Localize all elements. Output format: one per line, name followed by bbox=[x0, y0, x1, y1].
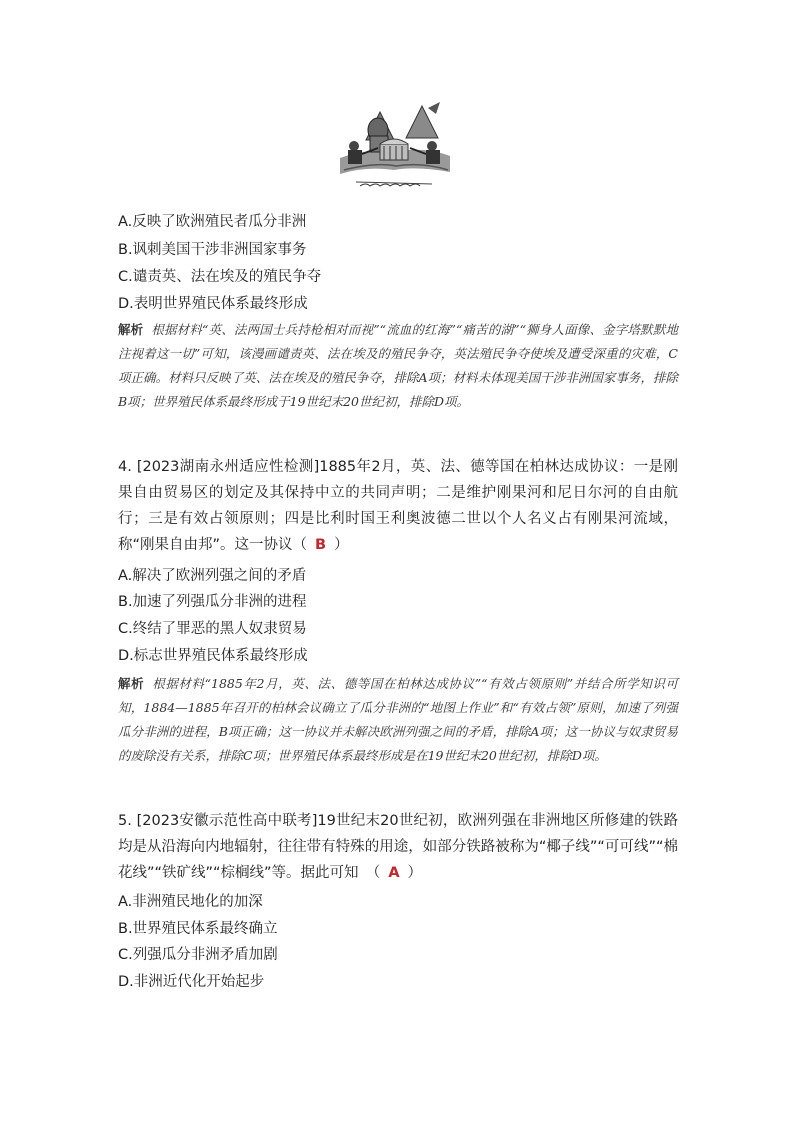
q3-option-d: D.表明世界殖民体系最终形成 bbox=[118, 296, 308, 312]
q5-option-a: A.非洲殖民地化的加深 bbox=[118, 894, 263, 910]
q3-explanation-text: 根据材料“英、法两国士兵持枪相对而视”“流血的红海”“痛苦的湖”“狮身人面像、金字塔默默地注视着这一切”可知，该漫画谴责英、法在埃及的殖民争夺，英法殖民争夺使埃及遭受深重的灾难，C项正确。材料只反映了英、法在埃及的殖民争夺，排除A项；材料未体现美国干涉非洲国家事务，排除B项；世界殖民体系最终形成于19世纪末20世纪初，排除D项。 bbox=[118, 322, 678, 409]
q4-option-b: B.加速了列强瓜分非洲的进程 bbox=[118, 594, 307, 610]
q5-answer: A bbox=[388, 865, 400, 881]
q4-stem-text: 4. [2023湖南永州适应性检测]1885年2月，英、法、德等国在柏林达成协议：一是刚果自由贸易区的划定及其保持中立的共同声明；二是维护刚果河和尼日尔河的自由航行；三是有效占领原则；四是比利时国王利奥波德二世以个人名义占有刚果河流域，称“刚果自由邦”。这一协议（ bbox=[118, 459, 678, 553]
q5-stem-text: 5. [2023安徽示范性高中联考]19世纪末20世纪初，欧洲列强在非洲地区所修建的铁路均是从沿海向内地辐射，往往带有特殊的用途，如部分铁路被称为“椰子线”“可可线”“棉花线”“铁矿线”“棕榈线”等。据此可知 （ bbox=[118, 813, 678, 881]
q3-explanation-label: 解析 bbox=[118, 322, 144, 337]
q5-option-d: D.非洲近代化开始起步 bbox=[118, 974, 265, 990]
political-cartoon-image bbox=[336, 100, 454, 198]
q5-stem bbox=[118, 808, 678, 886]
q5-option-c: C.列强瓜分非洲矛盾加剧 bbox=[118, 947, 278, 963]
q4-explanation-text: 根据材料“1885年2月，英、法、德等国在柏林达成协议”“有效占领原则”并结合所学知识可知，1884—1885年召开的柏林会议确立了瓜分非洲的“地图上作业”和“有效占领”原则，加速了列强瓜分非洲的进程，B项正确；这一协议并未解决欧洲列强之间的矛盾，排除A项；这一协议与奴隶贸易的废除没有关系，排除C项；世界殖民体系最终形成是在19世纪末20世纪初，排除D项。 bbox=[118, 676, 678, 763]
q4-explanation-label: 解析 bbox=[118, 676, 145, 691]
q5-option-b: B.世界殖民体系最终确立 bbox=[118, 921, 278, 937]
q3-option-a: A.反映了欧洲殖民者瓜分非洲 bbox=[118, 214, 307, 230]
q4-stem bbox=[118, 454, 678, 558]
q4-option-d: D.标志世界殖民体系最终形成 bbox=[118, 648, 308, 664]
q3-option-b: B.讽刺美国干涉非洲国家事务 bbox=[118, 242, 307, 258]
q3-option-c: C.谴责英、法在埃及的殖民争夺 bbox=[118, 269, 322, 285]
q4-stem-close: ） bbox=[334, 537, 349, 553]
q3-explanation bbox=[118, 318, 678, 414]
q5-stem-close: ） bbox=[407, 865, 423, 881]
q4-option-a: A.解决了欧洲列强之间的矛盾 bbox=[118, 568, 307, 584]
q4-explanation bbox=[118, 672, 678, 768]
q4-answer: B bbox=[315, 537, 327, 553]
q4-option-c: C.终结了罪恶的黑人奴隶贸易 bbox=[118, 621, 307, 637]
